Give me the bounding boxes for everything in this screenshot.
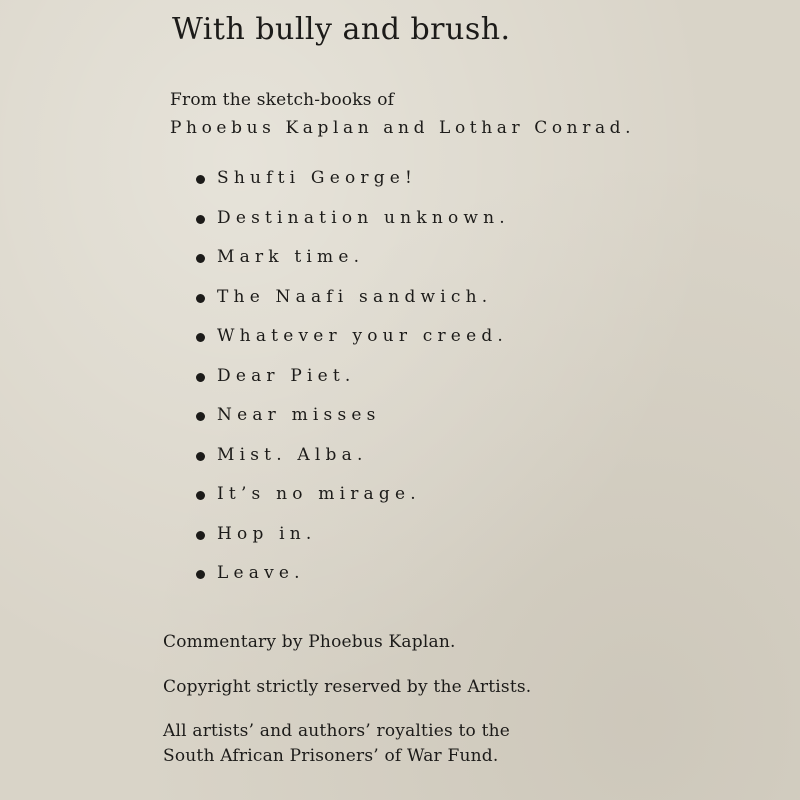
bullet-icon xyxy=(196,452,205,461)
list-item xyxy=(196,445,510,485)
list-item-label: Dear Piet. xyxy=(217,365,356,386)
list-item-label: It’s no mirage. xyxy=(217,484,421,504)
list-item xyxy=(196,208,510,248)
list-item-label: Mist. Alba. xyxy=(217,444,368,465)
bullet-icon xyxy=(196,294,205,303)
list-item xyxy=(196,326,510,366)
list-item-label: Whatever your creed. xyxy=(217,326,509,346)
list-item-label: Shufti George! xyxy=(217,168,418,188)
list-item-label: Near misses xyxy=(217,405,381,425)
sketchbooks-intro: From the sketch-books of xyxy=(170,90,395,110)
royalties-note-line-1: All artists’ and authors’ royalties to the xyxy=(163,721,511,741)
commentary-credit: Commentary by Phoebus Kaplan. xyxy=(163,632,456,652)
list-item-label: Hop in. xyxy=(217,523,317,544)
bullet-icon xyxy=(196,215,205,224)
list-item xyxy=(196,168,510,208)
bullet-icon xyxy=(196,531,205,540)
list-item-label: Destination unknown. xyxy=(217,207,510,228)
list-item xyxy=(196,484,510,524)
list-item-label: Leave. xyxy=(217,563,305,583)
bullet-icon xyxy=(196,175,205,184)
list-item-label: Mark time. xyxy=(217,247,365,267)
contents-list xyxy=(196,168,510,603)
list-item xyxy=(196,366,510,406)
bullet-icon xyxy=(196,412,205,421)
list-item xyxy=(196,247,510,287)
bullet-icon xyxy=(196,570,205,579)
bullet-icon xyxy=(196,333,205,342)
list-item xyxy=(196,524,510,564)
artists-names: Phoebus Kaplan and Lothar Conrad. xyxy=(170,118,636,138)
page-title: With bully and brush. xyxy=(172,12,511,47)
bullet-icon xyxy=(196,373,205,382)
bullet-icon xyxy=(196,254,205,263)
list-item xyxy=(196,405,510,445)
royalties-note-line-2: South African Prisoners’ of War Fund. xyxy=(163,746,499,766)
list-item xyxy=(196,563,510,603)
list-item xyxy=(196,287,510,327)
list-item-label: The Naafi sandwich. xyxy=(217,286,493,307)
bullet-icon xyxy=(196,491,205,500)
copyright-notice: Copyright strictly reserved by the Artists. xyxy=(163,677,532,697)
